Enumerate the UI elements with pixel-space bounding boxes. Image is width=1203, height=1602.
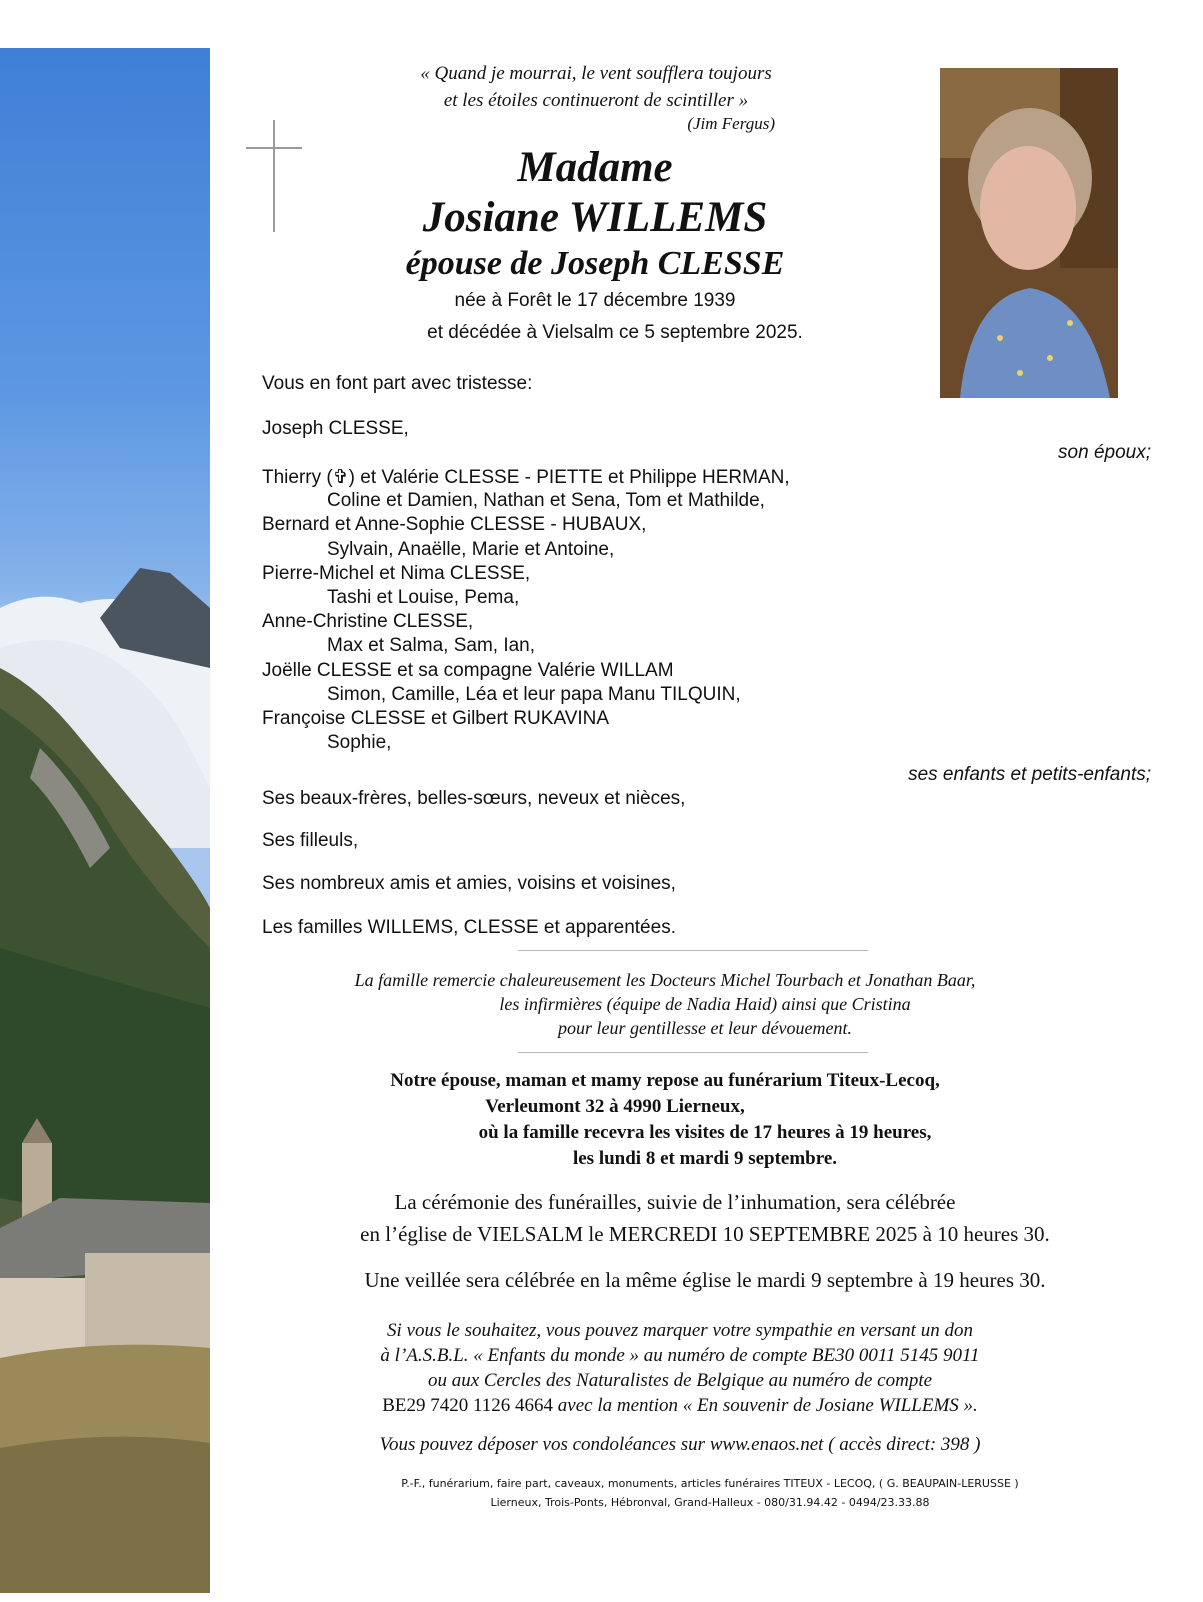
child-line: Bernard et Anne-Sophie CLESSE - HUBAUX, [262, 514, 647, 535]
others-line: Ses beaux-frères, belles-sœurs, neveux et nièces, [262, 788, 686, 809]
child-line: Thierry (✞) et Valérie CLESSE - PIETTE et Philippe HERMAN, [262, 467, 790, 488]
others-line: Les familles WILLEMS, CLESSE et apparentées. [262, 917, 676, 938]
donation-account: BE29 7420 1126 4664 [382, 1395, 554, 1416]
quote-author: (Jim Fergus) [687, 114, 775, 133]
condolences-line: Vous pouvez déposer vos condoléances sur www.enaos.net ( accès direct: 398 ) [379, 1434, 981, 1455]
footer-line-2: Lierneux, Trois-Ponts, Hébronval, Grand-Halleux - 080/31.94.42 - 0494/23.33.88 [490, 1496, 930, 1509]
thanks-line-1: La famille remercie chaleureusement les Docteurs Michel Tourbach et Jonathan Baar, [354, 970, 976, 990]
footer-line-1: P.-F., funérarium, faire part, caveaux, monuments, articles funéraires TITEUX - LECOQ, ( G. BEAUPAIN-LERUSSE ) [401, 1477, 1019, 1490]
ceremony-line-1: La cérémonie des funérailles, suivie de l’inhumation, sera célébrée [394, 1190, 956, 1214]
vigil-line: Une veillée sera célébrée en la même église le mardi 9 septembre à 19 heures 30. [364, 1268, 1046, 1292]
divider [518, 950, 868, 951]
death-line: et décédée à Vielsalm ce 5 septembre 2025. [427, 322, 803, 343]
spouse-label: son époux; [1058, 442, 1151, 463]
others-line: Ses nombreux amis et amies, voisins et voisines, [262, 873, 676, 894]
child-line: Anne-Christine CLESSE, [262, 611, 474, 632]
donation-line-3: ou aux Cercles des Naturalistes de Belgique au numéro de compte [427, 1370, 933, 1391]
announcement-intro: Vous en font part avec tristesse: [262, 373, 533, 394]
cross-icon [246, 120, 302, 232]
quote-line-2: et les étoiles continueront de scintiller » [443, 90, 749, 111]
donation-line-2: à l’A.S.B.L. « Enfants du monde » au numéro de compte BE30 0011 5145 9011 [380, 1345, 980, 1366]
birth-line: née à Forêt le 17 décembre 1939 [454, 290, 736, 311]
wake-line-3: où la famille recevra les visites de 17 heures à 19 heures, [478, 1122, 932, 1143]
grandchildren-line: Simon, Camille, Léa et leur papa Manu TILQUIN, [327, 684, 741, 705]
donation-line-4 [240, 1393, 1120, 1418]
divider [518, 1052, 868, 1053]
thanks-line-2: les infirmières (équipe de Nadia Haid) ainsi que Cristina [499, 994, 911, 1014]
grandchildren-line: Coline et Damien, Nathan et Sena, Tom et Mathilde, [327, 490, 765, 511]
landscape-photo [0, 48, 210, 1593]
child-line: Joëlle CLESSE et sa compagne Valérie WILLAM [262, 660, 674, 681]
child-line: Françoise CLESSE et Gilbert RUKAVINA [262, 708, 610, 729]
grandchildren-line: Max et Salma, Sam, Ian, [327, 635, 536, 656]
others-line: Ses filleuls, [262, 830, 359, 851]
wake-line-2: Verleumont 32 à 4990 Lierneux, [485, 1096, 745, 1117]
wake-line-1: Notre épouse, maman et mamy repose au funérarium Titeux-Lecoq, [390, 1070, 940, 1091]
grandchildren-line: Tashi et Louise, Pema, [327, 587, 520, 608]
portrait-photo [940, 68, 1118, 398]
donation-line-1: Si vous le souhaitez, vous pouvez marquer votre sympathie en versant un don [387, 1320, 973, 1341]
grandchildren-line: Sophie, [327, 732, 392, 753]
spouse-line: épouse de Joseph CLESSE [405, 245, 785, 282]
spouse-name: Joseph CLESSE, [262, 418, 409, 439]
quote-line-1: « Quand je mourrai, le vent soufflera toujours [420, 63, 772, 84]
ceremony-line-2: en l’église de VIELSALM le MERCREDI 10 SEPTEMBRE 2025 à 10 heures 30. [360, 1222, 1050, 1246]
wake-line-4: les lundi 8 et mardi 9 septembre. [572, 1148, 838, 1169]
grandchildren-line: Sylvain, Anaëlle, Marie et Antoine, [327, 539, 615, 560]
honorific: Madame [517, 144, 673, 191]
thanks-line-3: pour leur gentillesse et leur dévouement. [558, 1018, 852, 1038]
deceased-name: Josiane WILLEMS [422, 194, 768, 241]
donation-mention: avec la mention « En souvenir de Josiane WILLEMS ». [557, 1395, 978, 1416]
child-line: Pierre-Michel et Nima CLESSE, [262, 563, 531, 584]
children-label: ses enfants et petits-enfants; [908, 764, 1151, 785]
